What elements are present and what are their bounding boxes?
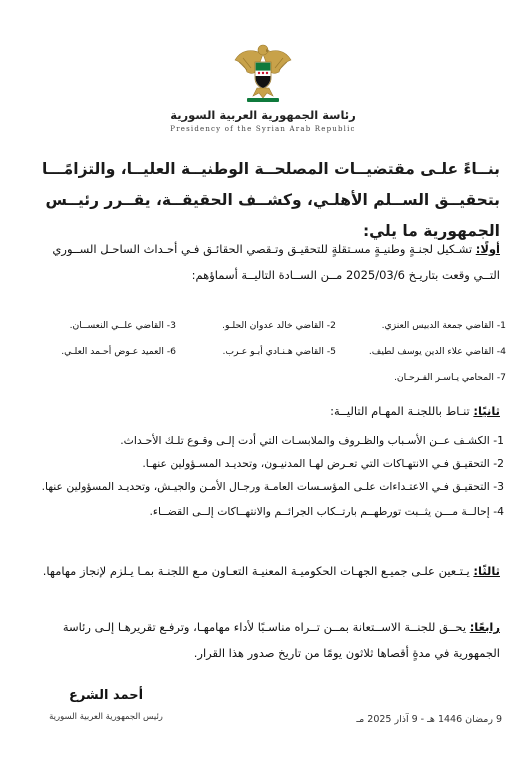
section-first-text: تشـكيل لجنـةٍ وطنيـةٍ مسـتقلةٍ للتحقيـق وتـقصي الحقائـق فـي أحـداث الساحـل الســوري التــي وقعت بتاريـخ 2025/03/6 مــن الســادة التاليــة أسماؤهم: [52, 242, 500, 282]
member-item: 3- القاضي علــي النعســان. [69, 319, 176, 331]
section-fourth-label: رابعًا: [469, 620, 500, 634]
member-item: 5- القاضي هـنـادي أبـو عـرب. [222, 345, 336, 357]
section-fourth-text: يحــق للجنــة الاســتعانة بمــن تــراه مناسـبًا لأداء مهامهـا، وترفـع تقريرهـا إلـى رئاسة الجمهورية في مدةٍ أقصاها ثلاثون يومًا من تاريخ صدور هذا القرار. [62, 620, 500, 660]
section-first [26, 236, 500, 288]
section-third-label: ثالثًا: [473, 564, 500, 578]
section-second-label: ثانيًا: [473, 404, 500, 418]
committee-members-list [20, 312, 506, 390]
task-item: 2- التحقيـق فـي الانتهـاكات التي تعـرض لهـا المدنيـون، وتحديـد المسـؤولين عنهـا. [142, 457, 504, 470]
task-item: 3- التحقيـق فـي الاعتـداءات علـى المؤسـسات العامـة ورجـال الأمـن والجيـش، وتحديـد المسؤولين عنها. [41, 480, 504, 493]
member-item: 2- القاضي خالد عدوان الحلـو. [222, 319, 336, 331]
member-item: 7- المحامي يـاسـر الفـرحـان. [393, 371, 506, 383]
section-second [26, 398, 500, 424]
member-item: 1- القاضي جمعة الدبيس العنزي. [381, 319, 506, 331]
syrian-eagle-emblem-icon [233, 40, 293, 104]
section-fourth [26, 614, 500, 666]
member-item: 6- العميد عـوض أحـمد العلـي. [61, 345, 176, 357]
organization-name-english: Presidency of the Syrian Arab Republic [170, 125, 356, 133]
section-first-label: أولًا: [475, 242, 500, 256]
task-item: 4- إحالــة مـــن يثــبت تورطهــم بارتــكاب الجرائــم والانتهــاكات إلــى القضــاء. [149, 505, 504, 518]
task-item: 1- الكشـف عــن الأسـباب والظـروف والملابسـات التي أدت إلـى وقـوع تلـك الأحـداث. [120, 434, 504, 447]
signatory-name: أحمد الشرع [68, 688, 144, 703]
committee-tasks-list [20, 430, 504, 524]
decree-date: 9 رمضان 1446 هـ - 9 آذار 2025 مـ [356, 714, 502, 725]
organization-name-arabic: رئاسة الجمهورية العربية السورية [170, 108, 356, 122]
section-second-text: تنـاط باللجنـة المهـام التاليــة: [330, 404, 470, 418]
signatory-title: رئيس الجمهورية العربية السورية [49, 712, 163, 722]
section-third-text: يـتـعين علـى جميـع الجهـات الحكوميـة المعنيـة التعـاون مـع اللجنـة بمـا يـلزم لإنجاز مهامها. [42, 564, 470, 578]
section-third [26, 558, 500, 584]
member-item: 4- القاضي علاء الدين يوسف لطيف. [368, 345, 506, 357]
decree-title: بنــاءً علـى مقتضيــات المصلحــة الوطنيــة العليــا، والتزامًـــا بتحقيــق الســلم الأهلـي، وكشــف الحقيقــة، يقــرر رئيــس الجمهورية ما يلي: [41, 160, 500, 240]
